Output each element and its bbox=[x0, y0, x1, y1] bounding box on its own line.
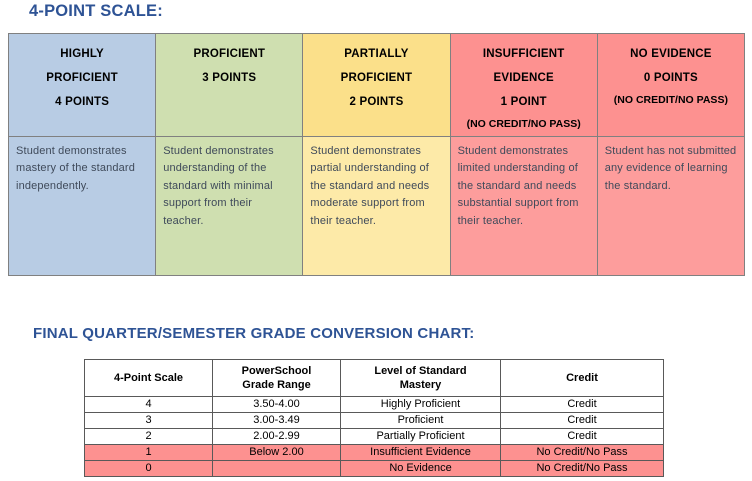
heading-line-3: 4 POINTS bbox=[55, 96, 110, 108]
heading-line-1: PARTIALLY bbox=[344, 48, 409, 60]
header-line-1: Credit bbox=[566, 372, 598, 384]
cell-mastery: Insufficient Evidence bbox=[341, 445, 501, 461]
cell-range bbox=[213, 461, 341, 477]
header-line-1: Level of Standard bbox=[374, 365, 467, 377]
header-line-2: Mastery bbox=[399, 379, 442, 391]
scale-body-no-evidence: Student has not submitted any evidence of learning the standard. bbox=[597, 137, 744, 276]
no-credit-note: (NO CREDIT/NO PASS) bbox=[466, 118, 581, 130]
cell-range: 3.50-4.00 bbox=[213, 397, 341, 413]
column-header-four-point-scale bbox=[85, 360, 213, 397]
scale-header-no-evidence bbox=[597, 34, 744, 137]
table-row bbox=[85, 429, 664, 445]
heading-line-1: NO EVIDENCE bbox=[630, 48, 712, 60]
scale-body-insufficient-evidence: Student demonstrates limited understanding of the standard and needs substantial support from their teacher. bbox=[450, 137, 597, 276]
heading-line-1: HIGHLY bbox=[60, 48, 104, 60]
cell-range: Below 2.00 bbox=[213, 445, 341, 461]
header-line-1: 4-Point Scale bbox=[113, 372, 184, 384]
heading-line-3: 2 POINTS bbox=[349, 96, 404, 108]
cell-credit: Credit bbox=[501, 413, 664, 429]
heading-line-1: INSUFFICIENT bbox=[482, 48, 565, 60]
table-row bbox=[85, 413, 664, 429]
heading-line-2: PROFICIENT bbox=[340, 72, 413, 84]
cell-scale: 3 bbox=[85, 413, 213, 429]
heading-line-3: 3 POINTS bbox=[202, 72, 257, 84]
four-point-scale-table bbox=[8, 33, 745, 276]
cell-credit: No Credit/No Pass bbox=[501, 461, 664, 477]
heading-line-3: 1 POINT bbox=[500, 96, 547, 108]
heading-line-2: 0 POINTS bbox=[643, 72, 698, 84]
cell-credit: No Credit/No Pass bbox=[501, 445, 664, 461]
cell-mastery: Highly Proficient bbox=[341, 397, 501, 413]
header-line-2: Grade Range bbox=[242, 379, 311, 391]
cell-credit: Credit bbox=[501, 429, 664, 445]
heading-line-2: EVIDENCE bbox=[493, 72, 554, 84]
cell-range: 3.00-3.49 bbox=[213, 413, 341, 429]
conversion-header-row bbox=[85, 360, 664, 397]
table-row bbox=[85, 397, 664, 413]
cell-range: 2.00-2.99 bbox=[213, 429, 341, 445]
grade-conversion-table bbox=[84, 359, 664, 477]
scale-body-proficient: Student demonstrates understanding of the standard with minimal support from their teacher. bbox=[156, 137, 303, 276]
cell-mastery: Proficient bbox=[341, 413, 501, 429]
no-credit-note: (NO CREDIT/NO PASS) bbox=[613, 94, 728, 106]
scale-body-highly-proficient: Student demonstrates mastery of the standard independently. bbox=[9, 137, 156, 276]
scale-header-insufficient-evidence bbox=[450, 34, 597, 137]
cell-scale: 0 bbox=[85, 461, 213, 477]
cell-mastery: Partially Proficient bbox=[341, 429, 501, 445]
table-row bbox=[85, 445, 664, 461]
column-header-credit bbox=[501, 360, 664, 397]
scale-header-partially-proficient bbox=[303, 34, 450, 137]
cell-mastery: No Evidence bbox=[341, 461, 501, 477]
heading-line-1: PROFICIENT bbox=[193, 48, 266, 60]
page-title-four-point-scale: 4-POINT SCALE: bbox=[29, 2, 163, 20]
cell-scale: 4 bbox=[85, 397, 213, 413]
scale-header-highly-proficient bbox=[9, 34, 156, 137]
heading-line-2: PROFICIENT bbox=[46, 72, 118, 84]
scale-header-proficient bbox=[156, 34, 303, 137]
cell-scale: 1 bbox=[85, 445, 213, 461]
scale-body-partially-proficient: Student demonstrates partial understanding of the standard and needs moderate support from their teacher. bbox=[303, 137, 450, 276]
table-row bbox=[85, 461, 664, 477]
scale-body-row bbox=[9, 137, 745, 276]
cell-scale: 2 bbox=[85, 429, 213, 445]
column-header-powerschool-grade-range bbox=[213, 360, 341, 397]
column-header-level-of-standard-mastery bbox=[341, 360, 501, 397]
page-title-grade-conversion-chart: FINAL QUARTER/SEMESTER GRADE CONVERSION CHART: bbox=[33, 325, 475, 342]
cell-credit: Credit bbox=[501, 397, 664, 413]
header-line-1: PowerSchool bbox=[241, 365, 312, 377]
scale-header-row bbox=[9, 34, 745, 137]
